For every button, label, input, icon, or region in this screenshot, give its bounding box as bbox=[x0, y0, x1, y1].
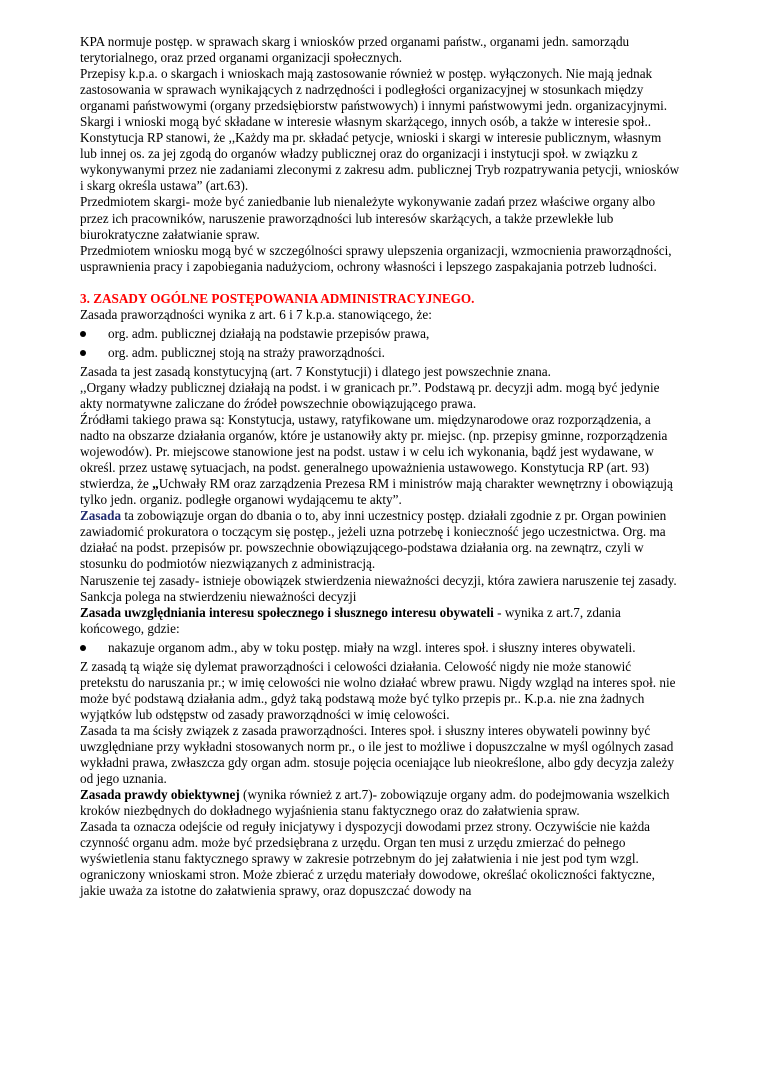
paragraph-principle-duty bbox=[80, 508, 680, 572]
paragraph-constitution-art63: Konstytucja RP stanowi, że ,,Każdy ma pr. składać petycje, wnioski i skargi w interesie publicznym, własnym lub innej os. za jej zgodą do organów władzy publicznej oraz do organizacji i instytucji społ. w związku z wykonywanymi przez nie zadaniami zleconymi z zakresu adm. publicznej Tryb rozpatrywania petycji, wniosków i skarg określa ustawa” (art.63). bbox=[80, 130, 680, 194]
sources-quote: Uchwały RM oraz zarządzenia Prezesa RM i ministrów mają charakter wewnętrzny i obowiązują tylko jedn. organiz. podległe organowi wydającemu te akty”. bbox=[80, 476, 673, 508]
objective-truth-title: Zasada prawdy obiektywnej bbox=[80, 787, 240, 803]
section-heading: 3. ZASADY OGÓLNE POSTĘPOWANIA ADMINISTRACYJNEGO. bbox=[80, 290, 475, 306]
bullet-item bbox=[80, 326, 680, 342]
paragraph-violation: Naruszenie tej zasady- istnieje obowiązek stwierdzenia nieważności decyzji, która zawiera naruszenie tej zasady. Sankcja polega na stwierdzeniu nieważności decyzji bbox=[80, 572, 677, 604]
paragraph-public-authority: ,,Organy władzy publicznej działają na podst. i w granicach pr.”. Podstawą pr. decyzji adm. mogą być jedynie akty normatywne zaliczane do źródeł powszechnie obowiązującego prawa. bbox=[80, 379, 660, 411]
quote-mark: „ bbox=[152, 476, 159, 492]
bullet-text: org. adm. publicznej stoją na straży praworządności. bbox=[108, 344, 385, 360]
bullet-icon bbox=[80, 350, 86, 356]
principle-duty-text: ta zobowiązuje organ do dbania o to, aby inni uczestnicy postęp. działali zgodnie z pr. Organ powinien zawiadomić prokuratora o toczącym się postęp., jeżeli uzna potrzebę i konieczność jego uczestnictwa. Org. ma działać na podst. przepisów pr. powszechnie obowiązującego-podstawa działania org. na zewnątrz, czyli w stosunku do podmiotów niezwiązanych z administracją. bbox=[80, 508, 667, 572]
paragraph-interpretation: Zasada ta ma ścisły związek z zasada praworządności. Interes społ. i słuszny interes obywateli powinny być uwzględniane przy wykładni stosowanych norm pr., o ile jest to możliwe i dopuszczalne w myśl ogólnych zasad wykładni prawa, zwłaszcza gdy organ adm. stosuje pojęcia oceniające lub nieokreślone, albo gdy decyzja zależy od jego uznania. bbox=[80, 722, 675, 787]
paragraph-kpa-exclusions: Przepisy k.p.a. o skargach i wnioskach mają zastosowanie również w postęp. wyłączonych. Nie mają jednak zastosowania w sprawach wynikających z nadrzędności i podległości organizacyjnej w stosunkach między organami państwowymi (organy przedsiębiorstw państwowych) i innymi państwowymi jedn. organizacyjnymi. bbox=[80, 66, 668, 114]
paragraph-objective-truth bbox=[80, 787, 680, 819]
paragraph-sources-of-law bbox=[80, 412, 680, 508]
paragraph-public-interest bbox=[80, 605, 680, 637]
bullet-icon bbox=[80, 331, 86, 337]
paragraph-ex-officio: Zasada ta oznacza odejście od reguły inicjatywy i dyspozycji dowodami przez strony. Oczywiście nie każda czynność organu adm. może być przedsiębrana z urzędu. Organ ten musi z urzędu zmierzać do pełnego wyświetlenia stanu faktycznego sprawy w zakresie potrzebnym do jej załatwienia i nie jest pod tym wzgl. ograniczony wnioskami stron. Może zbierać z urzędu materiały dowodowe, określać okoliczności faktyczne, jakie uważa za istotne do załatwienia sprawy, oraz dopuszczać dowody na bbox=[80, 819, 655, 899]
document-page bbox=[80, 34, 680, 899]
bullet-item bbox=[80, 640, 680, 656]
paragraph-complaint-subject: Przedmiotem skargi- może być zaniedbanie lub nienależyte wykonywanie zadań przez właściwe organy albo przez ich pracowników, naruszenie praworządności lub interesów skarżących, a także przewlekłe lub biurokratyczne załatwianie spraw. bbox=[80, 194, 656, 242]
paragraph-kpa-scope: KPA normuje postęp. w sprawach skarg i wniosków przed organami państw., organami jedn. samorządu terytorialnego, oraz przed organami organizacji społecznych. bbox=[80, 34, 630, 66]
bullet-item bbox=[80, 345, 680, 361]
bullet-text: nakazuje organom adm., aby w toku postęp. miały na wzgl. interes społ. i słuszny interes obywateli. bbox=[108, 639, 636, 655]
sources-text: Źródłami takiego prawa są: Konstytucja, ustawy, ratyfikowane um. międzynarodowe oraz rozporządzenia, a nadto na obszarze działania organów, które je ustanowiły akty pr. miejsc. (np. przepisy gminne, rozporządzenia wojewodów). Pr. miejscowe stanowione jest na podst. ustaw i w celu ich wykonania, bądź jest wydawane, w określ. przez ustawę sytuacjach, na podst. generalnego upoważnienia ustawowego. Konstytucja RP (art. 93) stwierdza, że bbox=[80, 412, 668, 492]
public-interest-text: - wynika z art.7, zdania końcowego, gdzie: bbox=[80, 604, 621, 636]
objective-truth-text: (wynika również z art.7)- zobowiązuje organy adm. do podejmowania wszelkich kroków niezbędnych do dokładnego wyjaśnienia stanu faktycznego oraz do załatwienia spraw. bbox=[80, 787, 670, 819]
principle-label: Zasada bbox=[80, 508, 122, 524]
paragraph-motion-subject: Przedmiotem wniosku mogą być w szczególności sprawy ulepszenia organizacji, wzmocnienia praworządności, usprawnienia pracy i zapobiegania nadużyciom, ochrony własności i lepszego zaspakajania potrzeb ludności. bbox=[80, 242, 672, 274]
paragraph-constitutional-principle: Zasada ta jest zasadą konstytucyjną (art. 7 Konstytucji) i dlatego jest powszechnie znana. bbox=[80, 363, 551, 379]
public-interest-title: Zasada uwzględniania interesu społecznego i słusznego interesu obywateli bbox=[80, 604, 494, 620]
bullet-text: org. adm. publicznej działają na podstawie przepisów prawa, bbox=[108, 325, 430, 341]
paragraph-complaint-interest: Skargi i wnioski mogą być składane w interesie własnym skarżącego, innych osób, a także w interesie społ.. bbox=[80, 114, 652, 130]
paragraph-legality-principle: Zasada praworządności wynika z art. 6 i 7 k.p.a. stanowiącego, że: bbox=[80, 306, 432, 322]
paragraph-legality-dilemma: Z zasadą tą wiąże się dylemat praworządności i celowości działania. Celowość nigdy nie może stanowić pretekstu do naruszania pr.; w imię celowości nie wolno działać wbrew prawu. Nigdy wzgląd na interes społ. nie może być podstawą działania adm., gdyż taką podstawą może być tylko przepis pr.. K.p.a. nie zna żadnych wyjątków lub odstępstw od zasady praworządności w imię celowości. bbox=[80, 658, 676, 722]
bullet-icon bbox=[80, 645, 86, 651]
